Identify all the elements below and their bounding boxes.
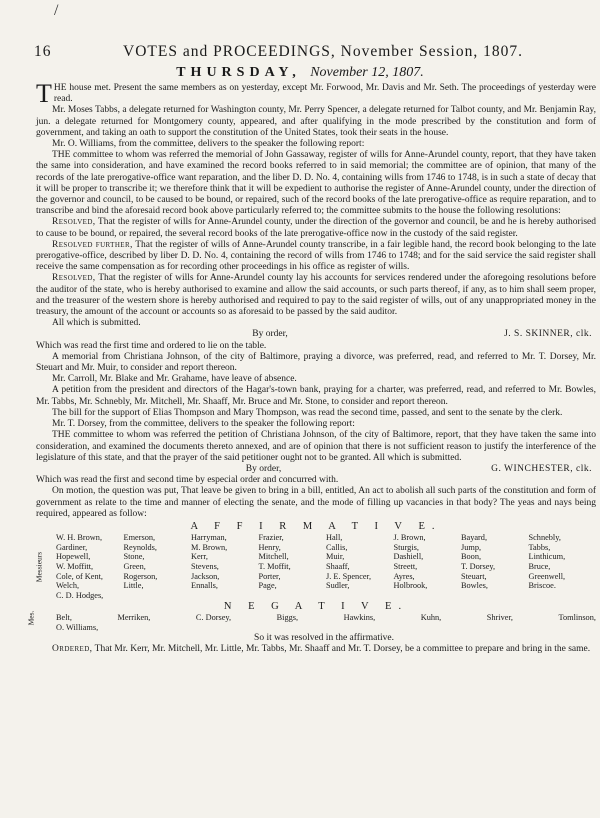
page-number: 16 <box>34 43 52 60</box>
by-order: By order, <box>245 463 282 474</box>
vote-column <box>56 533 124 600</box>
vote-name: C. Dorsey, <box>195 613 232 623</box>
vote-column <box>326 533 394 600</box>
vote-name: Bowles, <box>461 581 488 591</box>
vote-column <box>394 533 462 600</box>
vote-name: Reynolds, <box>123 542 157 552</box>
running-title: VOTES and PROCEEDINGS, November Session, 1807. <box>123 43 523 60</box>
paragraph: Mr. O. Williams, from the committee, delivers to the speaker the following report: <box>52 139 365 150</box>
vote-name: C. D. Hodges, <box>56 590 104 600</box>
vote-name: Rogerson, <box>123 571 158 581</box>
page-header <box>34 43 600 63</box>
paragraph: Resolved, That the register of wills for Anne-Arundel county lay his accounts for services rendered under the aforegoing resolutions before the auditor of the state, who is hereby authorised to examine and allow the said accounts, or such parts thereof, if any, as to him shall seem proper, and the treasurer of the western shore is hereby authorised and required to pay to the said register of wills, out of any unappropriated money in the treasury, the amount of the account or accounts so as aforesaid to be passed by the said auditor. <box>36 273 596 318</box>
vote-name: Ennalls, <box>191 581 218 591</box>
vote-name: Bayard, <box>461 533 488 543</box>
day-date: November 12, 1807. <box>310 65 424 80</box>
vote-column <box>259 533 327 600</box>
vote-name: Harryman, <box>191 533 227 543</box>
paragraph: Which was read the first time and ordered to lie on the table. <box>36 340 267 351</box>
vote-column <box>191 533 259 600</box>
vote-name: Sudler, <box>326 581 350 591</box>
day-name: THURSDAY, <box>176 65 301 80</box>
vote-name: Hall, <box>326 533 343 543</box>
vote-name: Merriken, <box>117 613 151 623</box>
negative-list <box>26 610 596 626</box>
vote-name: Emerson, <box>123 533 156 543</box>
resolution-label: Resolved, <box>52 217 96 228</box>
resolution-label: Resolved, <box>52 273 96 284</box>
margin-mark: / <box>54 2 59 19</box>
vote-name: T. Dorsey, <box>461 561 496 571</box>
clerk-name: J. S. SKINNER, clk. <box>504 329 592 340</box>
vote-name: Holbrook, <box>393 581 428 591</box>
vote-name: Stone, <box>123 552 145 562</box>
by-order: By order, <box>252 329 288 340</box>
vote-name: Bruce, <box>528 561 551 571</box>
vote-column <box>461 533 529 600</box>
paragraph: THE committee to whom was referred the petition of Christiana Johnson, of the city of Baltimore, report, that they have taken the same into consideration, and examined the documents thereto annexed, and are of opinion that there is not sufficient reason to justify the interference of the legislature of this state, and that the prayer of the said petitioner ought not to be granted. All which is submitted. <box>36 430 596 463</box>
vote-name: Henry, <box>258 542 281 552</box>
vote-name: M. Brown, <box>191 542 228 552</box>
vote-name: Gardiner, <box>56 542 88 552</box>
paragraph: Resolved further, That the register of wills of Anne-Arundel county transcribe, in a fair legible hand, the record book belonging to the late prerogative-office, described by liber D. D. No. 4, containing the record of wills from 1746 to 1748; and for the said service the said register shall receive the same compensation as for recording other proceedings in his office as register of wills. <box>36 239 596 273</box>
vote-name: Hawkins, <box>343 613 376 623</box>
vote-name: Linthicum, <box>528 552 566 562</box>
vote-name: Boon, <box>461 552 482 562</box>
paragraph: A petition from the president and directors of the Hagar's-town bank, praying for a charter, was preferred, read, and referred to Mr. Bowles, Mr. Tabbs, Mr. Schnebly, Mr. Mitchell, Mr. Shaaff, Mr. Bruce and Mr. Stone, to consider and report thereon. <box>36 385 596 407</box>
vote-name: Tomlinson, <box>558 613 596 623</box>
vote-name: Little, <box>123 581 144 591</box>
vote-name: Jackson, <box>191 571 220 581</box>
vote-name: Kerr, <box>191 552 208 562</box>
vote-name: Briscoe. <box>528 581 556 591</box>
vote-name: Shriver, <box>486 613 513 623</box>
vote-name: J. Brown, <box>393 533 426 543</box>
vote-name: Dashiell, <box>393 552 424 562</box>
paragraph: THE committee to whom was referred the memorial of John Gassaway, register of wills for Anne-Arundel county, report, that they have taken the same into consideration, and have examined the record books referred to in said memorial; the committee are of opinion, that many of the records of the late prerogative-office want reparation, and the liber D. D. No. 4, containing wills from 1746 to 1748, is in such a state of decay that it will be proper to transcribe it; we therefore think that it will be expedient to authorise the register of Anne-Arundel county, under the direction of the governor and council, to be caused to be bound, or repaired, such of the record books of the late prerogative-office as require reparation, and to transcribe and bind the aforesaid record book above particularly referred to; the committee submits to the house the following resolutions: <box>36 150 596 217</box>
day-heading <box>0 65 600 81</box>
vote-name: O. Williams, <box>56 623 99 633</box>
proceedings-body <box>26 79 596 655</box>
affirmative-list <box>36 533 596 600</box>
signature-line <box>36 464 596 475</box>
vote-name: Greenwell, <box>528 571 566 581</box>
vote-name: Green, <box>123 561 146 571</box>
vote-name: Hopewell, <box>56 552 91 562</box>
paragraph: A memorial from Christiana Johnson, of the city of Baltimore, praying a divorce, was preferred, read, and referred to Mr. T. Dorsey, Mr. Steuart and Mr. Muir, to consider and report thereon. <box>36 351 596 374</box>
vote-name: Biggs, <box>276 613 299 623</box>
paragraph: Resolved, That the register of wills for Anne-Arundel county, under the direction of the governor and council, be and he is hereby authorised to cause to be bound, or repaired, the several record books of the late prerogative-office now in the custody of the said register. <box>36 217 596 239</box>
paragraph: So it was resolved in the affirmative. <box>254 632 394 643</box>
signature-line <box>36 329 596 340</box>
paragraph: Mr. T. Dorsey, from the committee, delivers to the speaker the following report: <box>52 419 355 430</box>
clerk-name: G. WINCHESTER, clk. <box>491 463 592 474</box>
negative-heading: N E G A T I V E. <box>223 601 409 613</box>
vote-name: Sturgis, <box>393 542 419 552</box>
paragraph: The bill for the support of Elias Thompson and Mary Thompson, was read the second time, passed, and sent to the senate by the clerk. <box>52 407 563 418</box>
paragraph: Which was read the first and second time by especial order and concurred with. <box>36 475 339 486</box>
vote-column <box>529 533 597 600</box>
vote-name: Mitchell, <box>258 552 289 562</box>
paragraph: Mr. Moses Tabbs, a delegate returned for Washington county, Mr. Perry Spencer, a delegate returned for Talbot county, and Mr. Benjamin Ray, jun. a delegate returned for Montgomery county, appeared, and after qualifying in the mode prescribed by the constitution and form of government, and taking an oath to support the constitution of the United States, took their seats in the house. <box>36 105 596 138</box>
vote-name: Welch, <box>56 581 80 591</box>
drop-cap: T <box>36 79 52 108</box>
vote-name: Shaaff, <box>326 561 350 571</box>
side-label: Messieurs <box>34 551 44 582</box>
vote-name: Steuart, <box>461 571 487 581</box>
paragraph: On motion, the question was put, That leave be given to bring in a bill, entitled, An act to abolish all such parts of the constitution and form of government as relate to the time and manner of electing the senate, and the mode of filling up vacancies in that body? The yeas and nays being required, appeared as follow: <box>36 486 596 519</box>
vote-name: Muir, <box>326 552 345 562</box>
vote-column <box>124 533 192 600</box>
vote-name: Kuhn, <box>420 613 442 623</box>
vote-name: W. Moffitt, <box>56 561 94 571</box>
order-label: Ordered, <box>52 643 93 654</box>
paragraph: Mr. Carroll, Mr. Blake and Mr. Grahame, have leave of absence. <box>52 374 297 385</box>
resolution-label: Resolved further, <box>52 239 133 250</box>
vote-name: Cole, of Kent, <box>56 571 104 581</box>
vote-name: Frazier, <box>258 533 284 543</box>
vote-name: W. H. Brown, <box>56 533 103 543</box>
vote-name: Belt, <box>56 613 72 623</box>
vote-name: Stevens, <box>191 561 219 571</box>
paragraph: All which is submitted. <box>52 318 141 329</box>
vote-name: Page, <box>258 581 277 591</box>
vote-name: Callis, <box>326 542 348 552</box>
side-label: Mes. <box>26 610 36 626</box>
paragraph: Ordered, That Mr. Kerr, Mr. Mitchell, Mr. Little, Mr. Tabbs, Mr. Shaaff and Mr. T. Dorsey, be a committee to prepare and bring in the same. <box>52 643 591 654</box>
vote-name: Ayres, <box>393 571 415 581</box>
affirmative-heading: A F F I R M A T I V E. <box>190 520 442 532</box>
vote-name: T. Moffit, <box>258 561 291 571</box>
paragraph: THE house met. Present the same members as on yesterday, except Mr. Forwood, Mr. Davis and Mr. Seth. The proceedings of yesterday were read. <box>36 79 596 108</box>
vote-name: Schnebly, <box>528 533 561 543</box>
vote-name: J. E. Spencer, <box>326 571 372 581</box>
vote-name: Streett, <box>393 561 418 571</box>
vote-name: Jump, <box>461 542 482 552</box>
vote-name: Porter, <box>258 571 281 581</box>
vote-name: Tabbs, <box>528 542 551 552</box>
negative-list-extra <box>36 623 596 633</box>
